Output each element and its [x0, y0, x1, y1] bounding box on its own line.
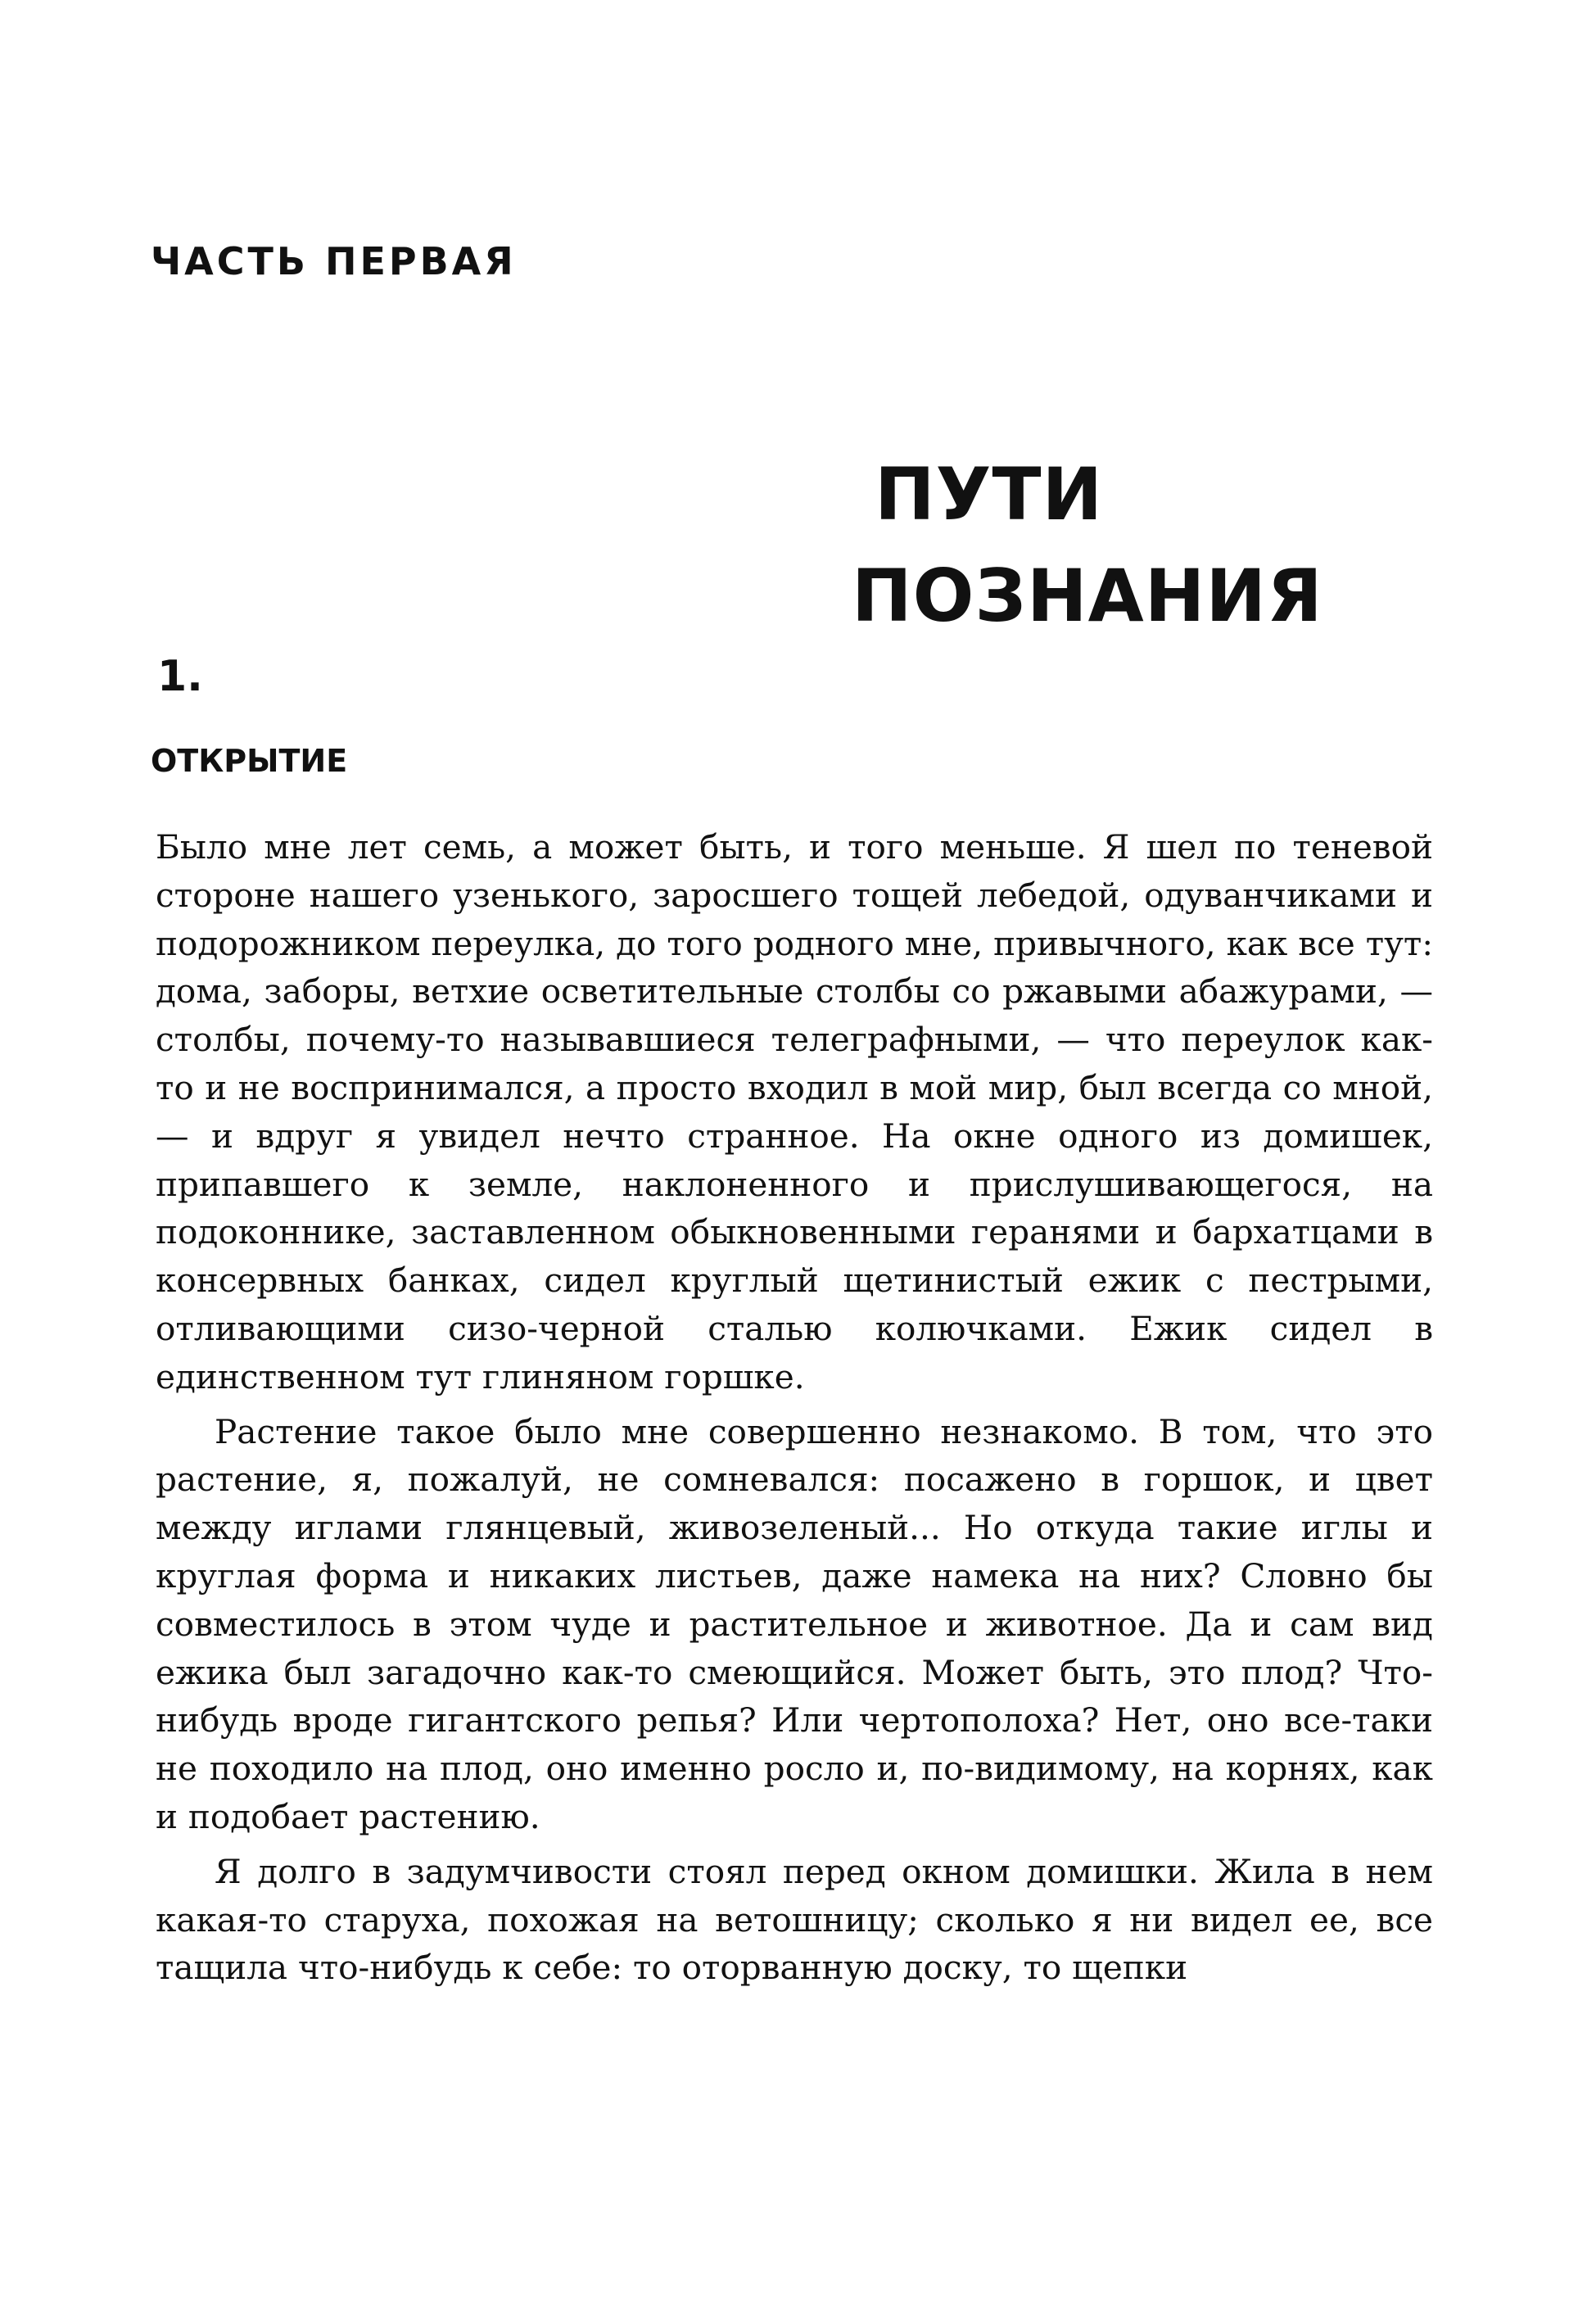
part-label: ЧАСТЬ ПЕРВАЯ: [151, 239, 517, 283]
paragraph-1: Было мне лет семь, а может быть, и того меньше. Я шел по теневой стороне нашего узенького, заросшего тощей лебедой, одуванчиками и подорожником переулка, до того родного мне, привычного, как все тут: дома, заборы, ветхие осветительные столбы со ржавыми абажурами, — столбы, почему-то называвшиеся телеграфными, — что переулок как-то и не воспринимался, а просто входил в мой мир, был всегда со мной, — и вдруг я увидел нечто странное. На окне одного из домишек, припавшего к земле, наклоненного и прислушивающегося, на подоконнике, заставленном обыкновенными геранями и бархатцами в консервных банках, сидел круглый щетинистый ежик с пестрыми, отливающими сизо-черной сталью колючками. Ежик сидел в единственном тут глиняном горшке.: [156, 827, 1433, 1396]
paragraph-3: Я долго в задумчивости стоял перед окном домишки. Жила в нем какая-то старуха, похожая на ветошницу; сколько я ни видел ее, все тащила что-нибудь к себе: то оторванную доску, то щепки: [156, 1851, 1433, 1988]
book-title: [852, 452, 1323, 638]
chapter-title: ОТКРЫТИЕ: [151, 743, 348, 779]
book-title-line-1: ПУТИ: [875, 452, 1104, 536]
book-title-line-2: ПОЗНАНИЯ: [852, 554, 1323, 638]
chapter-number: 1.: [157, 652, 203, 701]
paragraph-2: Растение такое было мне совершенно незнакомо. В том, что это растение, я, пожалуй, не сомневался: посажено в горшок, и цвет между иглами глянцевый, живозеленый... Но откуда такие иглы и круглая форма и никаких листьев, даже намека на них? Словно бы совместилось в этом чуде и растительное и животное. Да и сам вид ежика был загадочно как-то смеющийся. Может быть, это плод? Что-нибудь вроде гигантского репья? Или чертополоха? Нет, оно все-таки не походило на плод, оно именно росло и, по-видимому, на корнях, как и подобает растению.: [156, 1411, 1433, 1836]
chapter-body: [156, 823, 1433, 1998]
